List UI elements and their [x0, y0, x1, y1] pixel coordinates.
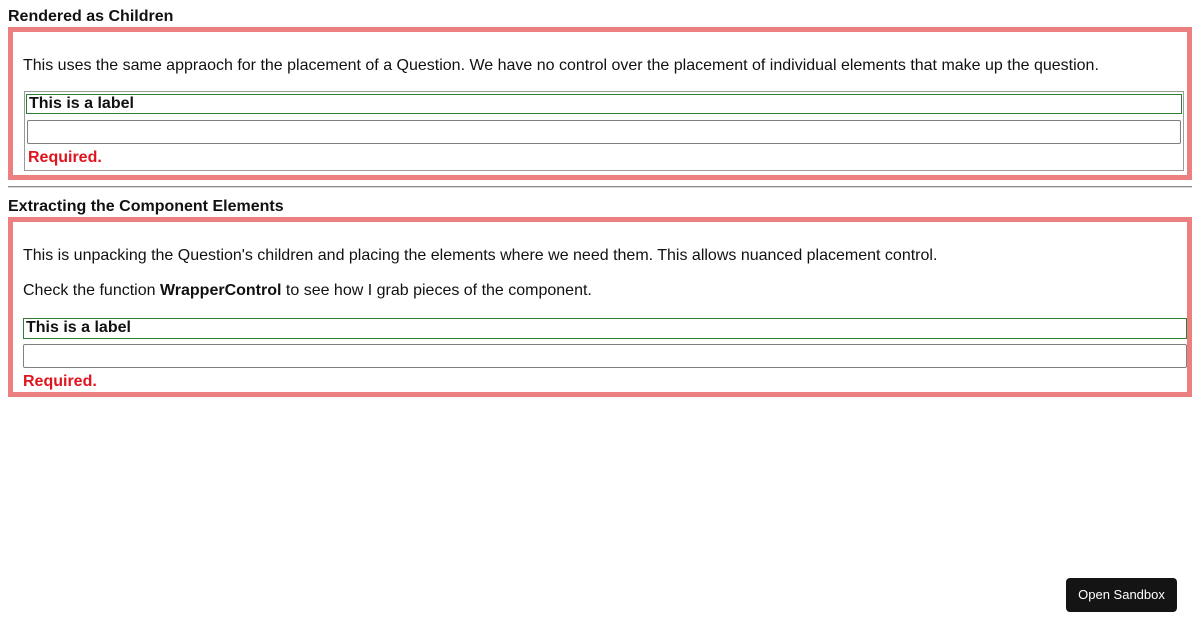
- open-sandbox-button[interactable]: Open Sandbox: [1066, 578, 1177, 612]
- question-error: Required.: [23, 373, 97, 390]
- question-wrapper: [24, 91, 1184, 171]
- section-divider: [8, 186, 1192, 188]
- question-label: This is a label: [26, 94, 1182, 114]
- demo-box-extracting: [8, 217, 1192, 397]
- question-error: Required.: [28, 149, 102, 166]
- function-name: WrapperControl: [159, 282, 282, 299]
- function-note-prefix: Check the function: [23, 282, 160, 299]
- question-input[interactable]: [27, 120, 1181, 144]
- demo-box-children: [8, 27, 1192, 180]
- function-note: [23, 282, 592, 300]
- function-note-suffix: to see how I grab pieces of the component.: [281, 282, 592, 299]
- question-input[interactable]: [23, 344, 1187, 368]
- section-heading-children: Rendered as Children: [8, 8, 174, 25]
- section-description: This is unpacking the Question's children and placing the elements where we need them. This allows nuanced placement control.: [23, 247, 938, 264]
- question-label: This is a label: [23, 318, 1187, 339]
- section-description: This uses the same appraoch for the placement of a Question. We have no control over the placement of individual elements that make up the question.: [23, 57, 1099, 74]
- section-heading-extracting: Extracting the Component Elements: [8, 198, 284, 215]
